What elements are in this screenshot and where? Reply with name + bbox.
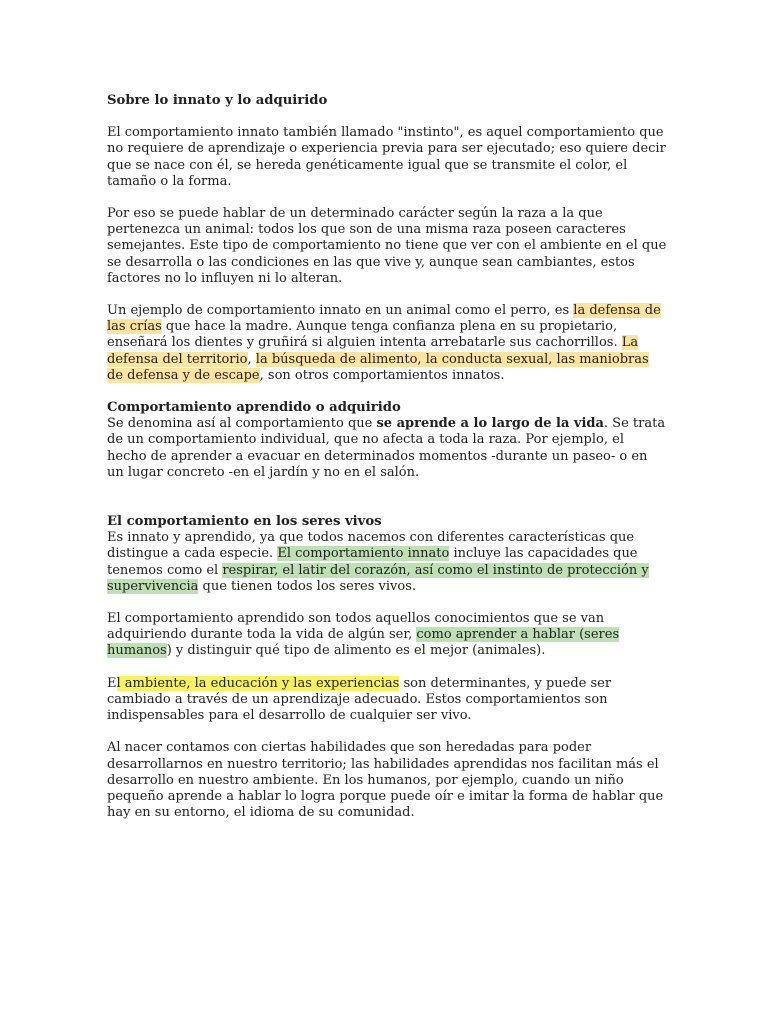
highlight-yellow: l ambiente, la educación y las experiencias — [116, 675, 400, 691]
highlight-orange: la defensa de las crías — [107, 303, 661, 335]
text-span: El comportamiento aprendido son todos aquellos conocimientos que se van adquiriendo durante toda la vida de algún ser, — [107, 611, 605, 643]
text-span: E — [107, 675, 117, 691]
section-heading-living-beings: El comportamiento en los seres vivos — [107, 514, 382, 530]
text-span: Se denomina así al comportamiento que — [107, 416, 377, 432]
paragraph-learned-knowledge — [107, 611, 667, 660]
paragraph-birth-abilities: Al nacer contamos con ciertas habilidades que son heredadas para poder desarrollarnos en nuestro territorio; las habilidades aprendidas nos facilitan más el desarrollo en nuestro ambiente. En los humanos, por ejemplo, cuando un niño pequeño aprende a hablar lo logra porque puede oír e imitar la forma de hablar que hay en su entorno, el idioma de su comunidad. — [107, 740, 664, 821]
text-span: incluye las capacidades que tenemos como el — [107, 546, 638, 578]
highlight-orange: la búsqueda de alimento, la conducta sexual, las maniobras de defensa y de escape — [107, 351, 649, 383]
section-heading-learned: Comportamiento aprendido o adquirido — [107, 400, 401, 416]
highlight-green: El comportamiento innato — [277, 546, 450, 562]
text-span: . Se trata de un comportamiento individual, que no afecta a toda la raza. Por ejemplo, el hecho de aprender a evacuar en determinados momentos -durante un paseo- o en un lugar concreto -en el jardín y no en el salón. — [107, 416, 666, 480]
highlight-green: como aprender a hablar (seres humanos — [107, 627, 620, 659]
paragraph-environment — [107, 676, 667, 725]
highlight-orange: La defensa del territorio — [107, 335, 639, 367]
paragraph-learned-behavior — [107, 416, 667, 481]
paragraph-innate-definition: El comportamiento innato también llamado "instinto", es aquel comportamiento que no requiere de aprendizaje o experiencia previa para ser ejecutado; eso quiere decir que se nace con él, se hereda genéticamente igual que se transmite el color, el tamaño o la forma. — [107, 125, 666, 189]
paragraph-dog-example — [107, 303, 667, 384]
document-title: Sobre lo innato y lo adquirido — [107, 93, 328, 108]
text-span: que hace la madre. Aunque tenga confianza plena en su propietario, enseñará los dientes y gruñirá si alguien intenta arrebatarle sus cachorrillos. — [107, 319, 622, 351]
text-span: , son otros comportamientos innatos. — [259, 367, 505, 383]
text-span: que tienen todos los seres vivos. — [198, 578, 417, 594]
bold-text: se aprende a lo largo de la vida — [376, 416, 604, 432]
document-page — [107, 93, 667, 821]
text-span: , — [247, 351, 256, 367]
text-span: Un ejemplo de comportamiento innato en un animal como el perro, es — [107, 303, 574, 319]
text-span: son determinantes, y puede ser cambiado a través de un aprendizaje adecuado. Estos comportamientos son indispensables para el desarrollo de cualquier ser vivo. — [107, 675, 612, 724]
paragraph-innate-and-learned — [107, 530, 667, 595]
paragraph-breed-character: Por eso se puede hablar de un determinado carácter según la raza a la que pertenezca un animal: todos los que son de una misma raza poseen caracteres semejantes. Este tipo de comportamiento no tiene que ver con el ambiente en el que se desarrolla o las condiciones en las que vive y, aunque sean cambiantes, estos factores no lo influyen ni lo alteran. — [107, 206, 667, 286]
highlight-green: respirar, el latir del corazón, así como el instinto de protección y supervivencia — [107, 562, 649, 594]
text-span: Es innato y aprendido, ya que todos nacemos con diferentes características que distingue a cada especie. — [107, 530, 635, 562]
text-span: ) y distinguir qué tipo de alimento es el mejor (animales). — [166, 643, 546, 659]
